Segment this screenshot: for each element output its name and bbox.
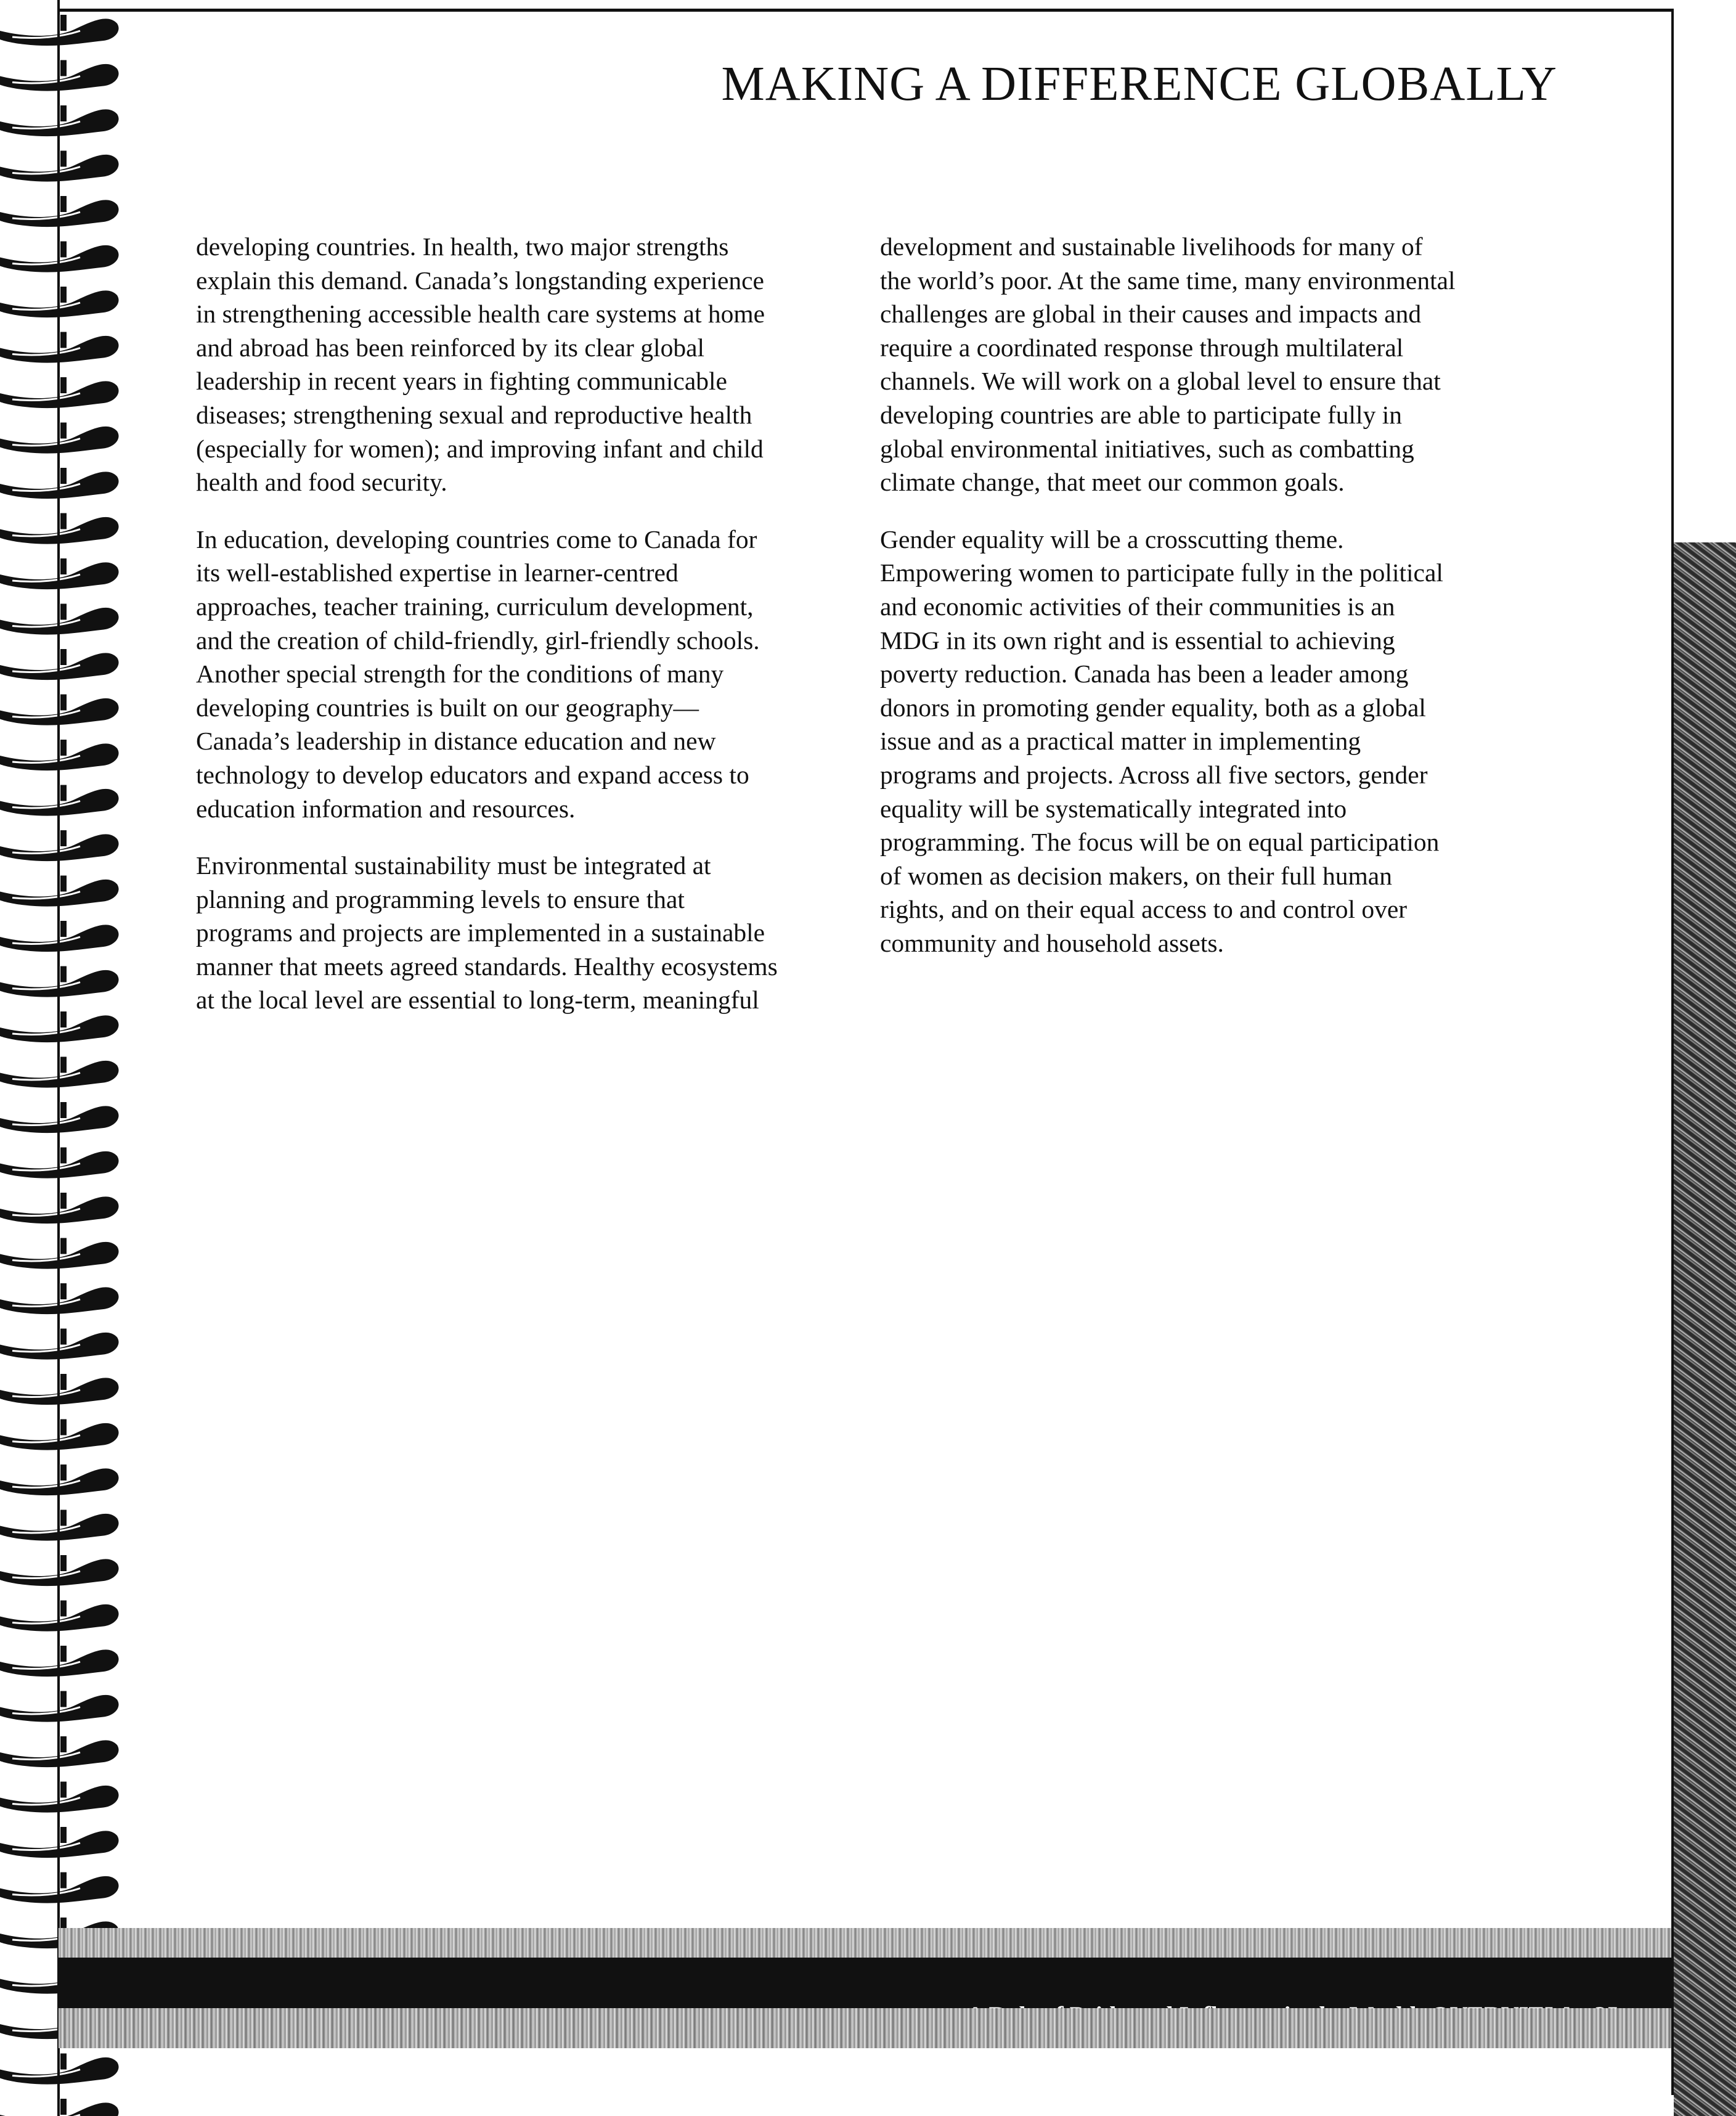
text-line: the world’s poor. At the same time, many environmental: [880, 266, 1456, 295]
text-line: in strengthening accessible health care systems at home: [196, 300, 765, 329]
footer-band: [59, 1928, 1671, 2048]
text-line: at the local level are essential to long-term, meaningful: [196, 986, 759, 1015]
page-top-edge: [59, 9, 1673, 12]
text-line: education information and resources.: [196, 794, 576, 823]
footer-texture-top: [59, 1928, 1671, 1958]
text-line: global environmental initiatives, such as combatting: [880, 434, 1414, 463]
text-line: developing countries. In health, two major strengths: [196, 232, 729, 261]
text-line: Gender equality will be a crosscutting theme.: [880, 525, 1344, 554]
text-line: manner that meets agreed standards. Healthy ecosystems: [196, 952, 778, 981]
spiral-binding: [0, 0, 126, 2116]
text-line: and abroad has been reinforced by its clear global: [196, 333, 705, 362]
text-line: In education, developing countries come to Canada for: [196, 525, 757, 554]
text-line: channels. We will work on a global level to ensure that: [880, 367, 1441, 396]
text-line: developing countries are able to participate fully in: [880, 400, 1402, 429]
right-column: [880, 230, 1539, 983]
text-line: (especially for women); and improving infant and child: [196, 434, 764, 463]
footer-bar: [59, 1958, 1671, 2008]
paragraph-health: [196, 230, 855, 499]
text-line: development and sustainable livelihoods for many of: [880, 232, 1423, 261]
text-line: programs and projects are implemented in a sustainable: [196, 918, 765, 947]
paragraph-environment-continued: [880, 230, 1539, 499]
paragraph-gender-equality: [880, 523, 1539, 960]
text-line: and economic activities of their communities is an: [880, 592, 1395, 621]
text-line: planning and programming levels to ensure that: [196, 884, 685, 913]
text-line: Empowering women to participate fully in the political: [880, 558, 1443, 587]
text-line: challenges are global in their causes and impacts and: [880, 300, 1422, 329]
paragraph-education: [196, 523, 855, 825]
spiral-binding-graphic: [0, 0, 126, 2116]
scan-margin-blank: [1674, 0, 1736, 542]
text-line: Canada’s leadership in distance education and new: [196, 727, 716, 756]
text-line: programming. The focus will be on equal participation: [880, 828, 1440, 857]
text-line: poverty reduction. Canada has been a leader among: [880, 660, 1409, 688]
text-line: developing countries is built on our geography—: [196, 693, 699, 722]
text-line: require a coordinated response through multilateral: [880, 333, 1404, 362]
paragraph-environment: [196, 849, 855, 1017]
scan-background: [1674, 542, 1736, 2116]
left-column: [196, 230, 855, 1040]
text-line: climate change, that meet our common goals.: [880, 468, 1345, 497]
text-line: MDG in its own right and is essential to achieving: [880, 626, 1395, 655]
text-line: diseases; strengthening sexual and reproductive health: [196, 400, 752, 429]
text-line: its well-established expertise in learner-centred: [196, 558, 679, 587]
page-title: MAKING A DIFFERENCE GLOBALLY: [721, 57, 1557, 111]
text-line: Environmental sustainability must be integrated at: [196, 851, 711, 880]
binding-spine: [57, 0, 60, 2116]
text-line: leadership in recent years in fighting communicable: [196, 367, 727, 396]
text-line: explain this demand. Canada’s longstanding experience: [196, 266, 764, 295]
text-line: technology to develop educators and expand access to: [196, 760, 749, 789]
text-line: rights, and on their equal access to and control over: [880, 895, 1408, 924]
text-line: and the creation of child-friendly, girl-friendly schools.: [196, 626, 760, 655]
text-line: issue and as a practical matter in implementing: [880, 727, 1361, 756]
text-line: of women as decision makers, on their full human: [880, 861, 1392, 890]
footer-texture-bottom: [59, 2008, 1671, 2048]
text-line: programs and projects. Across all five sectors, gender: [880, 760, 1428, 789]
text-line: Another special strength for the conditions of many: [196, 660, 724, 688]
text-line: approaches, teacher training, curriculum development,: [196, 592, 754, 621]
text-line: equality will be systematically integrated into: [880, 794, 1347, 823]
text-line: donors in promoting gender equality, both as a global: [880, 693, 1426, 722]
text-line: health and food security.: [196, 468, 447, 497]
text-line: community and household assets.: [880, 928, 1224, 957]
